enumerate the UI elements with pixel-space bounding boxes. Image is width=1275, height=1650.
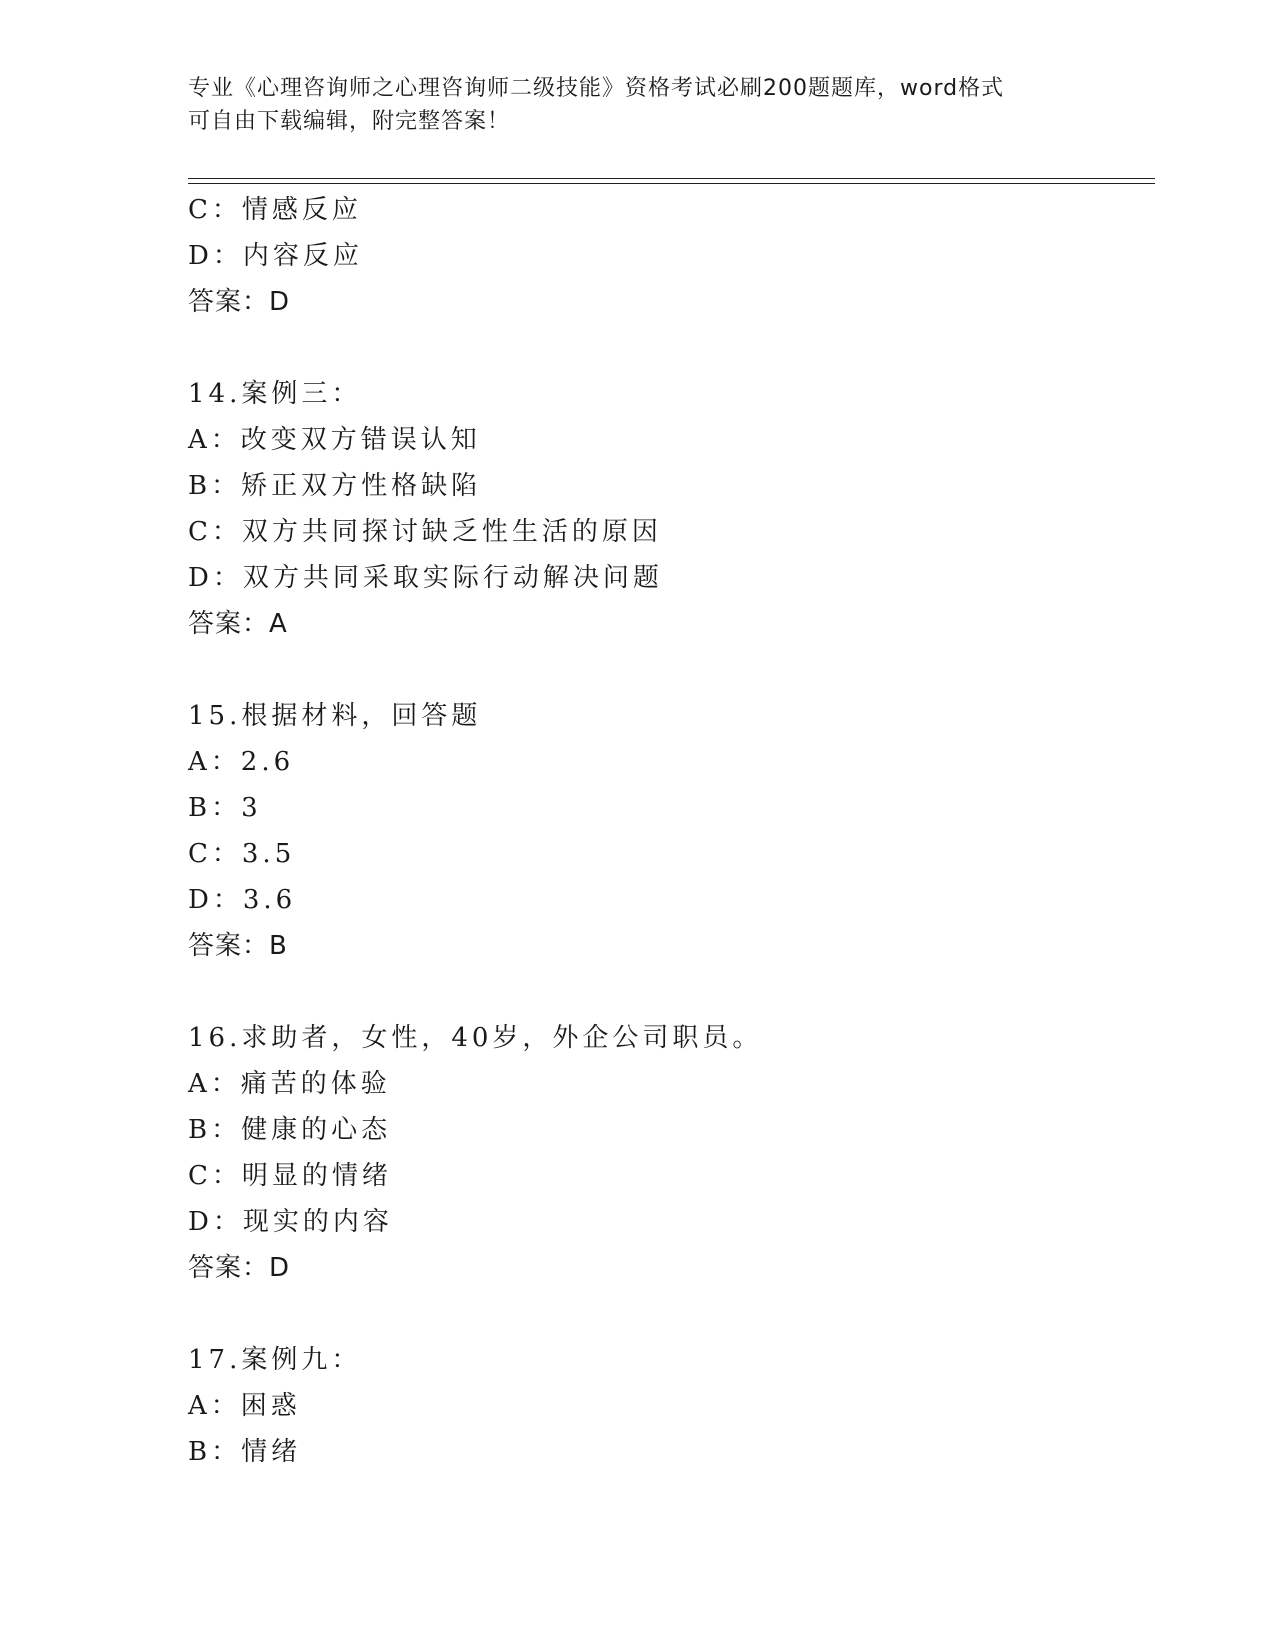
option-a: A：改变双方错误认知 xyxy=(188,425,481,455)
answer-line: 答案：B xyxy=(188,931,288,961)
spacer xyxy=(188,969,1155,1015)
option-a: A：痛苦的体验 xyxy=(188,1069,391,1099)
header-line-1: 专业《心理咨询师之心理咨询师二级技能》资格考试必刷200题题库，word格式 xyxy=(188,76,1005,101)
question-stem: 17.案例九： xyxy=(188,1345,362,1375)
previous-question-tail xyxy=(188,187,1155,325)
option-a: A：2.6 xyxy=(188,747,295,777)
option-c: C：双方共同探讨缺乏性生活的原因 xyxy=(188,517,662,547)
option-c: C：3.5 xyxy=(188,839,296,869)
header-divider-top xyxy=(188,178,1155,179)
header-divider-bottom xyxy=(188,183,1155,184)
answer-line: 答案：A xyxy=(188,609,288,639)
spacer xyxy=(188,647,1155,693)
question-stem: 14.案例三： xyxy=(188,379,362,409)
spacer xyxy=(188,325,1155,371)
answer-line: 答案：D xyxy=(188,287,291,317)
option-c: C：明显的情绪 xyxy=(188,1161,392,1191)
question-16 xyxy=(188,1015,1155,1291)
option-d: D：双方共同采取实际行动解决问题 xyxy=(188,563,663,593)
option-c: C：情感反应 xyxy=(188,195,362,225)
option-a: A：困惑 xyxy=(188,1391,301,1421)
question-list xyxy=(188,187,1155,1475)
option-b: B：情绪 xyxy=(188,1437,302,1467)
spacer xyxy=(188,1291,1155,1337)
question-17 xyxy=(188,1337,1155,1475)
header-line-2: 可自由下载编辑，附完整答案！ xyxy=(188,109,511,134)
option-b: B：3 xyxy=(188,793,262,823)
question-stem: 16.求助者，女性，40岁，外企公司职员。 xyxy=(188,1023,763,1053)
answer-line: 答案：D xyxy=(188,1253,291,1283)
question-14 xyxy=(188,371,1155,647)
document-header xyxy=(188,72,1088,138)
question-stem: 15.根据材料，回答题 xyxy=(188,701,482,731)
option-b: B：健康的心态 xyxy=(188,1115,392,1145)
option-d: D：现实的内容 xyxy=(188,1207,393,1237)
option-d: D：3.6 xyxy=(188,885,297,915)
question-15 xyxy=(188,693,1155,969)
option-b: B：矫正双方性格缺陷 xyxy=(188,471,482,501)
option-d: D：内容反应 xyxy=(188,241,363,271)
